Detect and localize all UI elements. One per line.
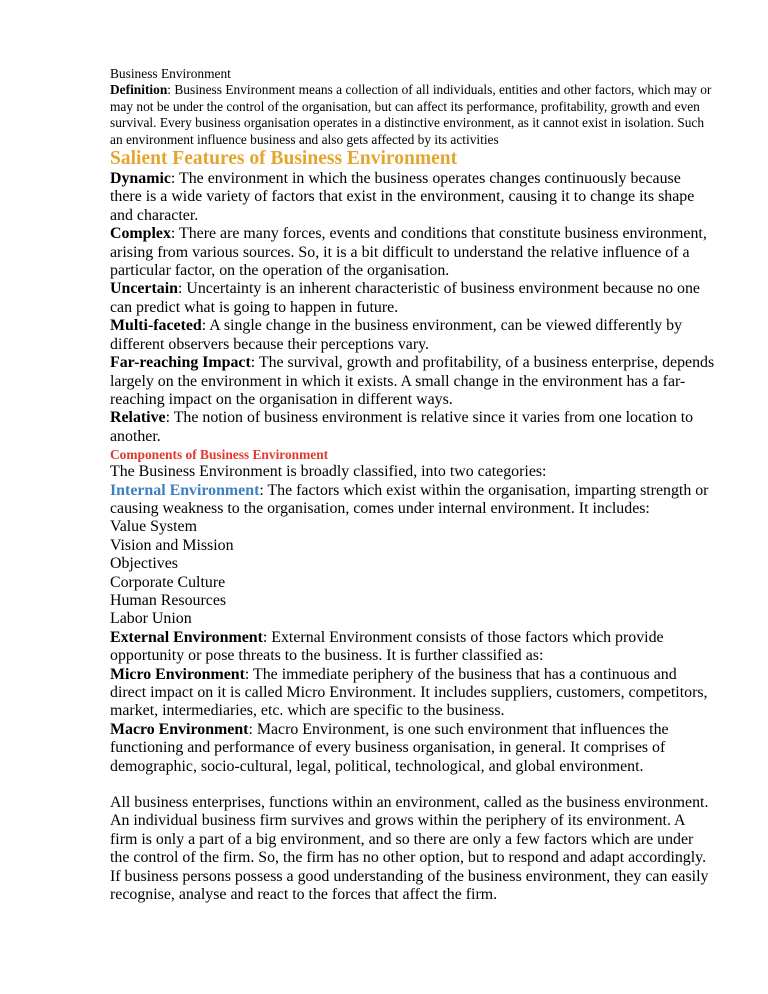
feature-text: : The notion of business environment is relative since it varies from one location to another. bbox=[110, 409, 694, 445]
micro-environment-term: Micro Environment bbox=[110, 665, 245, 683]
feature-term: Dynamic bbox=[110, 170, 171, 188]
closing-paragraph: All business enterprises, functions within an environment, called as the business environment. An individual business firm survives and grows within the periphery of its environment. A firm is only a part of a big environment, and so there are only a few factors which are under the control of the firm. So, the firm has no other option, but to respond and adapt accordingly. If business persons possess a good understanding of the business environment, they can easily recognise, analyse and react to the forces that affect the firm. bbox=[110, 794, 709, 904]
feature-text: : Uncertainty is an inherent characteristic of business environment because no one can predict what is going to happen in future. bbox=[110, 280, 700, 316]
feature-term: Multi-faceted bbox=[110, 317, 202, 335]
macro-environment-paragraph bbox=[110, 721, 715, 776]
internal-item-labor-union: Labor Union bbox=[110, 610, 192, 628]
feature-dynamic bbox=[110, 170, 715, 225]
components-heading: Components of Business Environment bbox=[110, 447, 329, 463]
feature-term: Complex bbox=[110, 225, 171, 243]
feature-term: Uncertain bbox=[110, 280, 178, 298]
paragraph-gap bbox=[110, 776, 715, 794]
feature-text: : The environment in which the business operates changes continuously because there is a wide variety of factors that exist in the environment, causing it to change its shape and character. bbox=[110, 170, 695, 224]
components-section bbox=[110, 463, 715, 904]
definition-paragraph bbox=[110, 82, 715, 148]
internal-environment-paragraph bbox=[110, 482, 715, 519]
document-title: Business Environment bbox=[110, 66, 231, 81]
definition-text: : Business Environment means a collection of all individuals, entities and other factors, which may or may not be under the control of the organisation, but can affect its performance, profitability, growth and even survival. Every business organisation operates in a distinctive environment, as it cannot exist in isolation. Such an environment influence business and also gets affected by its activities bbox=[110, 82, 712, 147]
internal-item-vision-mission: Vision and Mission bbox=[110, 536, 234, 554]
feature-text: : The survival, growth and profitability, of a business enterprise, depends largely on the environment in which it exists. A small change in the environment has a far-reaching impact on the organisation in different ways. bbox=[110, 354, 715, 408]
feature-text: : A single change in the business environment, can be viewed differently by different observers because their perceptions vary. bbox=[110, 317, 683, 353]
document-page bbox=[110, 66, 715, 904]
feature-multi-faceted bbox=[110, 317, 715, 354]
external-environment-term: External Environment bbox=[110, 628, 263, 646]
macro-environment-term: Macro Environment bbox=[110, 720, 249, 738]
feature-term: Relative bbox=[110, 409, 166, 427]
internal-item-objectives: Objectives bbox=[110, 555, 178, 573]
external-environment-paragraph bbox=[110, 629, 715, 666]
internal-environment-text: : The factors which exist within the organisation, imparting strength or causing weakness to the organisation, comes under internal environment. It includes: bbox=[110, 481, 709, 517]
feature-complex bbox=[110, 225, 715, 280]
features-list bbox=[110, 170, 715, 446]
micro-environment-paragraph bbox=[110, 666, 715, 721]
salient-features-heading: Salient Features of Business Environment bbox=[110, 148, 458, 170]
definition-term: Definition bbox=[110, 82, 168, 98]
feature-relative bbox=[110, 409, 715, 446]
feature-uncertain bbox=[110, 280, 715, 317]
feature-text: : There are many forces, events and conditions that constitute business environment, arising from various sources. So, it is a bit difficult to understand the relative influence of a particular factor, on the operation of the organisation. bbox=[110, 225, 707, 280]
macro-environment-text: : Macro Environment, is one such environment that influences the functioning and performance of every business organisation, in general. It comprises of demographic, socio-cultural, legal, political, technological, and global environment. bbox=[110, 720, 669, 775]
internal-item-value-system: Value System bbox=[110, 518, 197, 536]
components-intro: The Business Environment is broadly classified, into two categories: bbox=[110, 463, 547, 481]
feature-term: Far-reaching Impact bbox=[110, 354, 251, 372]
internal-environment-term: Internal Environment bbox=[110, 481, 260, 499]
external-environment-text: : External Environment consists of those factors which provide opportunity or pose threats to the business. It is further classified as: bbox=[110, 628, 664, 665]
internal-item-human-resources: Human Resources bbox=[110, 591, 227, 609]
internal-item-corporate-culture: Corporate Culture bbox=[110, 573, 226, 591]
micro-environment-text: : The immediate periphery of the business that has a continuous and direct impact on it is called Micro Environment. It includes suppliers, customers, competitors, market, intermediaries, etc. which are specific to the business. bbox=[110, 665, 708, 720]
feature-far-reaching-impact bbox=[110, 354, 715, 409]
